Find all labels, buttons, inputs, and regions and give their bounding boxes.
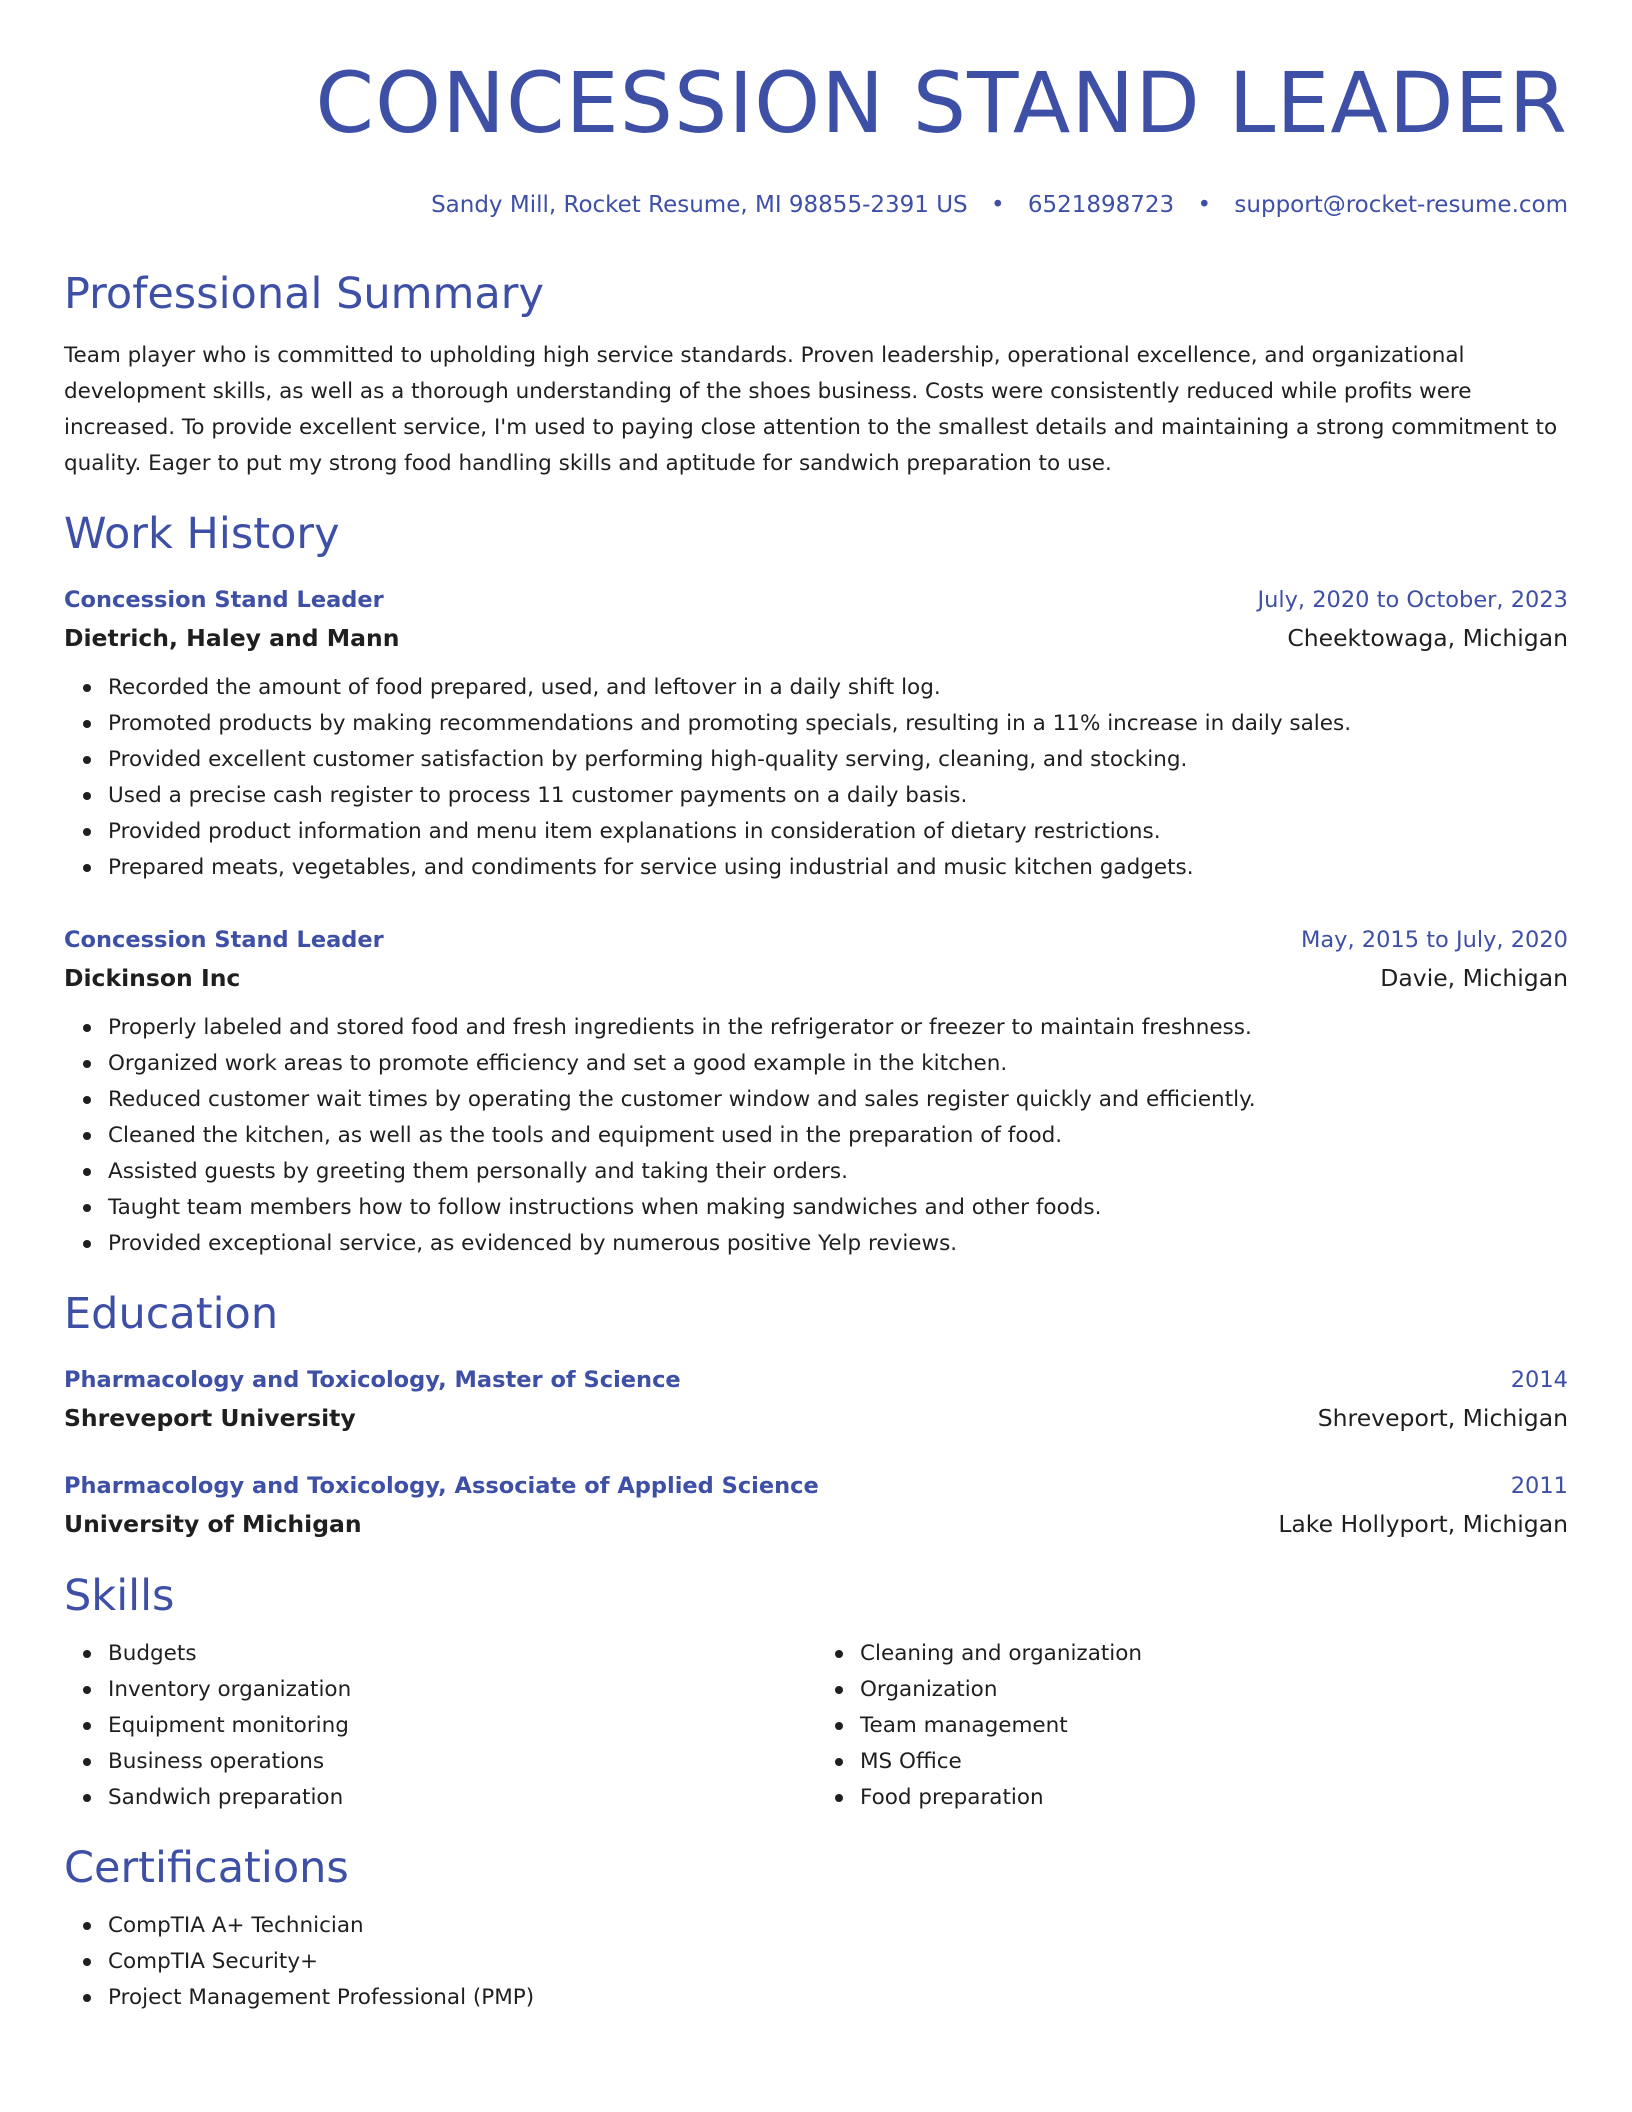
- list-item: Inventory organization: [108, 1672, 816, 1708]
- list-item: Used a precise cash register to process 11 customer payments on a daily basis.: [108, 778, 1568, 814]
- skills-list-right: [816, 1636, 1568, 1816]
- list-item: CompTIA Security+: [108, 1944, 1568, 1980]
- degree: Pharmacology and Toxicology, Associate of Applied Science: [64, 1473, 819, 1499]
- school-location: Lake Hollyport, Michigan: [1278, 1510, 1568, 1538]
- list-item: Sandwich preparation: [108, 1780, 816, 1816]
- list-item: Properly labeled and stored food and fresh ingredients in the refrigerator or freezer to maintain freshness.: [108, 1010, 1568, 1046]
- list-item: Taught team members how to follow instructions when making sandwiches and other foods.: [108, 1190, 1568, 1226]
- list-item: Reduced customer wait times by operating the customer window and sales register quickly and efficiently.: [108, 1082, 1568, 1118]
- job-bullets: [64, 670, 1568, 886]
- work-history-section: [64, 506, 1568, 1262]
- school-location: Shreveport, Michigan: [1317, 1404, 1568, 1432]
- list-item: Promoted products by making recommendations and promoting specials, resulting in a 11% increase in daily sales.: [108, 706, 1568, 742]
- school-name: University of Michigan: [64, 1510, 362, 1538]
- contact-line: [64, 190, 1568, 220]
- job-entry: [64, 922, 1568, 1262]
- school-name: Shreveport University: [64, 1404, 356, 1432]
- job-location: Cheektowaga, Michigan: [1287, 624, 1568, 652]
- list-item: Budgets: [108, 1636, 816, 1672]
- list-item: Assisted guests by greeting them personally and taking their orders.: [108, 1154, 1568, 1190]
- list-item: Cleaned the kitchen, as well as the tools and equipment used in the preparation of food.: [108, 1118, 1568, 1154]
- certifications-heading: Certifications: [64, 1843, 349, 1893]
- list-item: Recorded the amount of food prepared, used, and leftover in a daily shift log.: [108, 670, 1568, 706]
- contact-separator: •: [1197, 192, 1212, 218]
- education-heading: Education: [64, 1289, 279, 1339]
- skills-list-left: [64, 1636, 816, 1816]
- job-location: Davie, Michigan: [1380, 964, 1568, 992]
- contact-separator: •: [990, 192, 1005, 218]
- list-item: Equipment monitoring: [108, 1708, 816, 1744]
- list-item: Prepared meats, vegetables, and condiments for service using industrial and music kitchen gadgets.: [108, 850, 1568, 886]
- list-item: Provided product information and menu item explanations in consideration of dietary restrictions.: [108, 814, 1568, 850]
- job-company: Dickinson Inc: [64, 964, 241, 992]
- list-item: Organization: [860, 1672, 1568, 1708]
- job-company: Dietrich, Haley and Mann: [64, 624, 400, 652]
- work-history-heading: Work History: [64, 509, 340, 559]
- contact-email[interactable]: support@rocket-resume.com: [1234, 192, 1568, 218]
- summary-heading: Professional Summary: [64, 269, 544, 319]
- job-dates: May, 2015 to July, 2020: [1300, 927, 1568, 953]
- job-title: Concession Stand Leader: [64, 587, 384, 613]
- summary-text: Team player who is committed to upholding high service standards. Proven leadership, operational excellence, and organizational development skills, as well as a thorough understanding of the shoes business. Costs were consistently reduced while profits were increased. To provide excellent service, I'm used to paying close attention to the smallest details and maintaining a strong commitment to quality. Eager to put my strong food handling skills and aptitude for sandwich preparation to use.: [64, 343, 1558, 476]
- graduation-year: 2014: [1510, 1367, 1568, 1393]
- skills-section: [64, 1568, 1568, 1816]
- list-item: Business operations: [108, 1744, 816, 1780]
- contact-phone: 6521898723: [1027, 192, 1175, 218]
- list-item: Cleaning and organization: [860, 1636, 1568, 1672]
- degree: Pharmacology and Toxicology, Master of Science: [64, 1367, 681, 1393]
- resume-name: CONCESSION STAND LEADER: [315, 54, 1568, 152]
- list-item: Team management: [860, 1708, 1568, 1744]
- skills-heading: Skills: [64, 1571, 175, 1621]
- list-item: Provided excellent customer satisfaction by performing high-quality serving, cleaning, and stocking.: [108, 742, 1568, 778]
- job-bullets: [64, 1010, 1568, 1262]
- list-item: Food preparation: [860, 1780, 1568, 1816]
- list-item: Provided exceptional service, as evidenced by numerous positive Yelp reviews.: [108, 1226, 1568, 1262]
- job-entry: [64, 582, 1568, 886]
- certifications-section: [64, 1840, 1568, 2016]
- list-item: Organized work areas to promote efficiency and set a good example in the kitchen.: [108, 1046, 1568, 1082]
- education-entry: [64, 1468, 1568, 1544]
- graduation-year: 2011: [1510, 1473, 1568, 1499]
- list-item: Project Management Professional (PMP): [108, 1980, 1568, 2016]
- list-item: MS Office: [860, 1744, 1568, 1780]
- list-item: CompTIA A+ Technician: [108, 1908, 1568, 1944]
- contact-address: Sandy Mill, Rocket Resume, MI 98855-2391 US: [431, 192, 968, 218]
- education-section: [64, 1286, 1568, 1544]
- job-dates: July, 2020 to October, 2023: [1257, 587, 1568, 613]
- skills-columns: [64, 1636, 1568, 1816]
- education-entry: [64, 1362, 1568, 1438]
- job-title: Concession Stand Leader: [64, 927, 384, 953]
- certifications-list: [64, 1908, 1568, 2016]
